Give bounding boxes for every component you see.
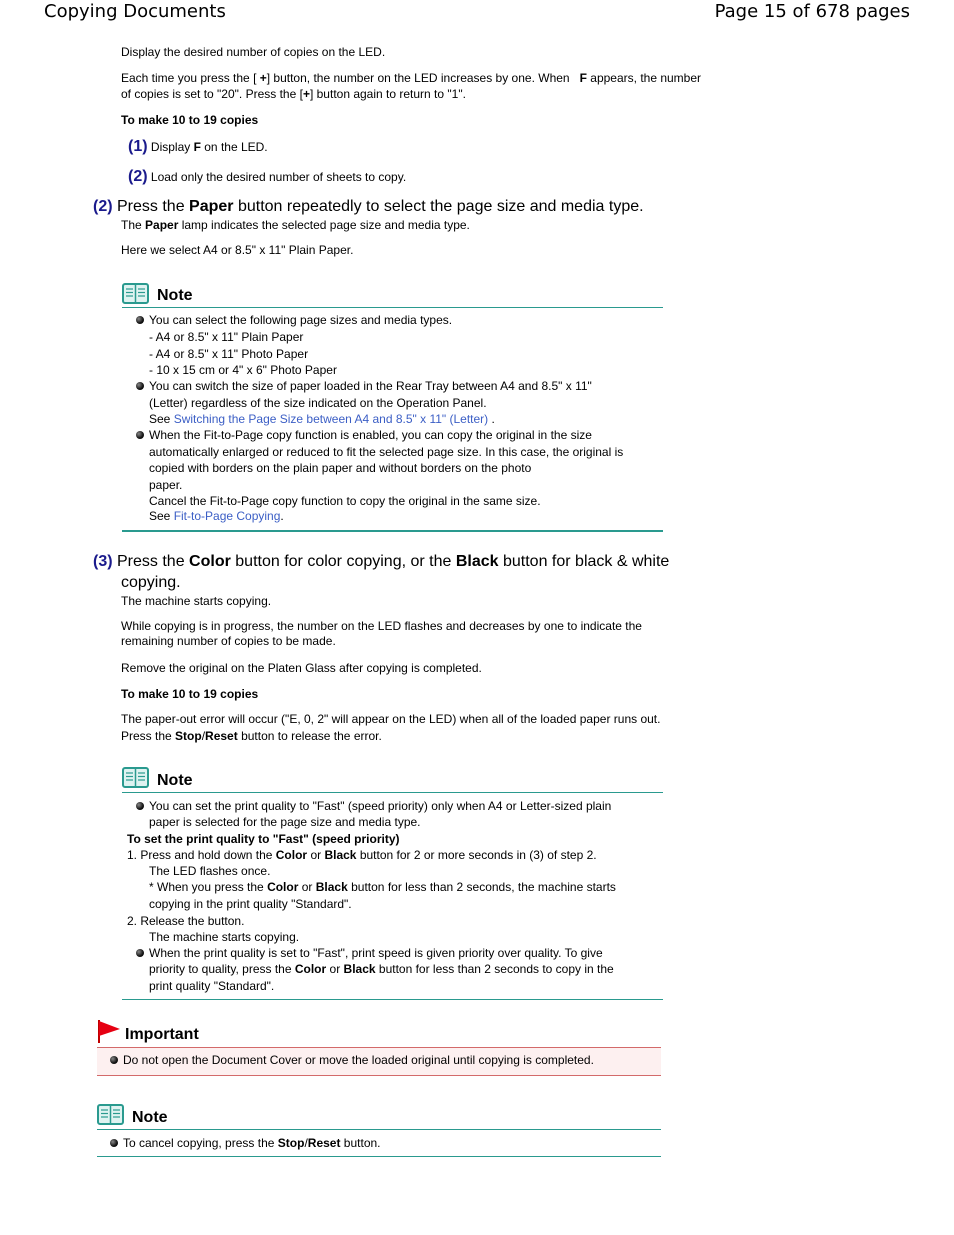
note-3-top-rule	[97, 1129, 661, 1130]
step-3-paragraph-2-line-2: remaining number of copies to be made.	[121, 634, 336, 648]
note-1-bullet-2-see: See Switching the Page Size between A4 and 8.5" x 11" (Letter) .	[149, 412, 495, 426]
note-1-bullet-2-line-2: (Letter) regardless of the size indicated on the Operation Panel.	[149, 396, 487, 410]
note-2-bullet-1: You can set the print quality to "Fast" (speed priority) only when A4 or Letter-sized plain	[136, 798, 611, 814]
note-3-bottom-rule	[97, 1156, 661, 1157]
note-book-icon	[97, 1104, 124, 1125]
bullet-icon	[110, 1056, 118, 1064]
note-2-top-rule	[122, 792, 663, 793]
substep-2: (2) Load only the desired number of sheets to copy.	[128, 168, 407, 185]
note-1-bullet-3-line-3: copied with borders on the plain paper and without borders on the photo	[149, 461, 532, 475]
step-3-paragraph-3: Remove the original on the Platen Glass after copying is completed.	[121, 661, 482, 675]
note-1-title: Note	[157, 287, 193, 304]
note-1-bullet-2: You can switch the size of paper loaded in the Rear Tray between A4 and 8.5" x 11"	[136, 378, 592, 394]
bullet-icon	[136, 382, 144, 390]
bullet-icon	[136, 802, 144, 810]
note-book-icon	[122, 283, 149, 304]
note-1-item-2: - A4 or 8.5" x 11" Photo Paper	[149, 347, 309, 361]
bullet-icon	[136, 431, 144, 439]
fit-to-page-link[interactable]: Fit-to-Page Copying	[173, 509, 281, 523]
note-2-title: Note	[157, 772, 193, 789]
important-bullet-1: Do not open the Document Cover or move the loaded original until copying is completed.	[110, 1052, 594, 1068]
note-1-bullet-3: When the Fit-to-Page copy function is enabled, you can copy the original in the size	[136, 427, 592, 443]
note-1-bullet-3-see: See Fit-to-Page Copying.	[149, 509, 284, 523]
fast-quality-heading: To set the print quality to "Fast" (speed priority)	[127, 832, 400, 846]
step-3-paragraph-1: The machine starts copying.	[121, 594, 272, 608]
step-3-paragraph-4-line-2: Press the Stop/Reset button to release the error.	[121, 729, 382, 743]
switching-page-size-link[interactable]: Switching the Page Size between A4 and 8.5" x 11" (Letter)	[173, 412, 489, 426]
fast-step-2: 2. Release the button.	[127, 914, 245, 928]
note-2-bullet-2-line-2: priority to quality, press the Color or Black button for less than 2 seconds to copy in the	[149, 962, 614, 976]
step-3-heading: (3) Press the Color button for color copying, or the Black button for black & white	[93, 553, 670, 570]
fast-step-1-line-3: * When you press the Color or Black button for less than 2 seconds, the machine starts	[149, 880, 616, 894]
substep-1: (1) Display F on the LED.	[128, 138, 268, 155]
important-title: Important	[125, 1026, 199, 1043]
step-2-paragraph-1: The Paper lamp indicates the selected page size and media type.	[121, 218, 470, 232]
intro-line-1: Display the desired number of copies on the LED.	[121, 45, 386, 59]
note-1-item-3: - 10 x 15 cm or 4" x 6" Photo Paper	[149, 363, 337, 377]
page-counter: Page 15 of 678 pages	[714, 1, 910, 22]
fast-step-1-line-4: copying in the print quality "Standard".	[149, 897, 352, 911]
note-3-bullet-1: To cancel copying, press the Stop/Reset button.	[110, 1135, 381, 1151]
note-1-bullet-3-line-4: paper.	[149, 478, 183, 492]
page-header-title: Copying Documents	[44, 1, 226, 22]
intro-line-3: of copies is set to "20". Press the [+] button again to return to "1".	[121, 87, 466, 101]
step-3-paragraph-4-line-1: The paper-out error will occur ("E, 0, 2" will appear on the LED) when all of the loaded paper runs out.	[121, 712, 661, 726]
bullet-icon	[110, 1139, 118, 1147]
fast-step-1: 1. Press and hold down the Color or Black button for 2 or more seconds in (3) of step 2.	[127, 848, 597, 862]
step-2-paragraph-2: Here we select A4 or 8.5" x 11" Plain Paper.	[121, 243, 354, 257]
make-copies-heading-1: To make 10 to 19 copies	[121, 113, 259, 127]
note-2-bullet-2-line-3: print quality "Standard".	[149, 979, 275, 993]
bullet-icon	[136, 949, 144, 957]
note-book-icon	[122, 767, 149, 788]
fast-step-2-line-2: The machine starts copying.	[149, 930, 300, 944]
step-3-heading-line-2: copying.	[121, 574, 181, 591]
step-2-heading: (2) Press the Paper button repeatedly to select the page size and media type.	[93, 198, 644, 215]
flag-icon	[97, 1019, 122, 1044]
note-1-bullet-1: You can select the following page sizes and media types.	[136, 312, 452, 328]
fast-step-1-line-2: The LED flashes once.	[149, 864, 271, 878]
note-1-bullet-3-line-2: automatically enlarged or reduced to fit the selected page size. In this case, the original is	[149, 445, 624, 459]
step-3-paragraph-2-line-1: While copying is in progress, the number on the LED flashes and decreases by one to indicate the	[121, 619, 642, 633]
make-copies-heading-2: To make 10 to 19 copies	[121, 687, 259, 701]
note-2-bullet-1-line-2: paper is selected for the page size and media type.	[149, 815, 421, 829]
note-2-bottom-rule	[122, 999, 663, 1000]
note-1-item-1: - A4 or 8.5" x 11" Plain Paper	[149, 330, 304, 344]
bullet-icon	[136, 316, 144, 324]
intro-line-2: Each time you press the [ +] button, the number on the LED increases by one. When F appears, the number	[121, 71, 702, 85]
note-2-bullet-2: When the print quality is set to "Fast", print speed is given priority over quality. To give	[136, 945, 603, 961]
note-1-top-rule	[122, 307, 663, 308]
note-1-bullet-3-line-5: Cancel the Fit-to-Page copy function to copy the original in the same size.	[149, 494, 541, 508]
note-1-bottom-rule	[122, 530, 663, 532]
note-3-title: Note	[132, 1109, 168, 1126]
